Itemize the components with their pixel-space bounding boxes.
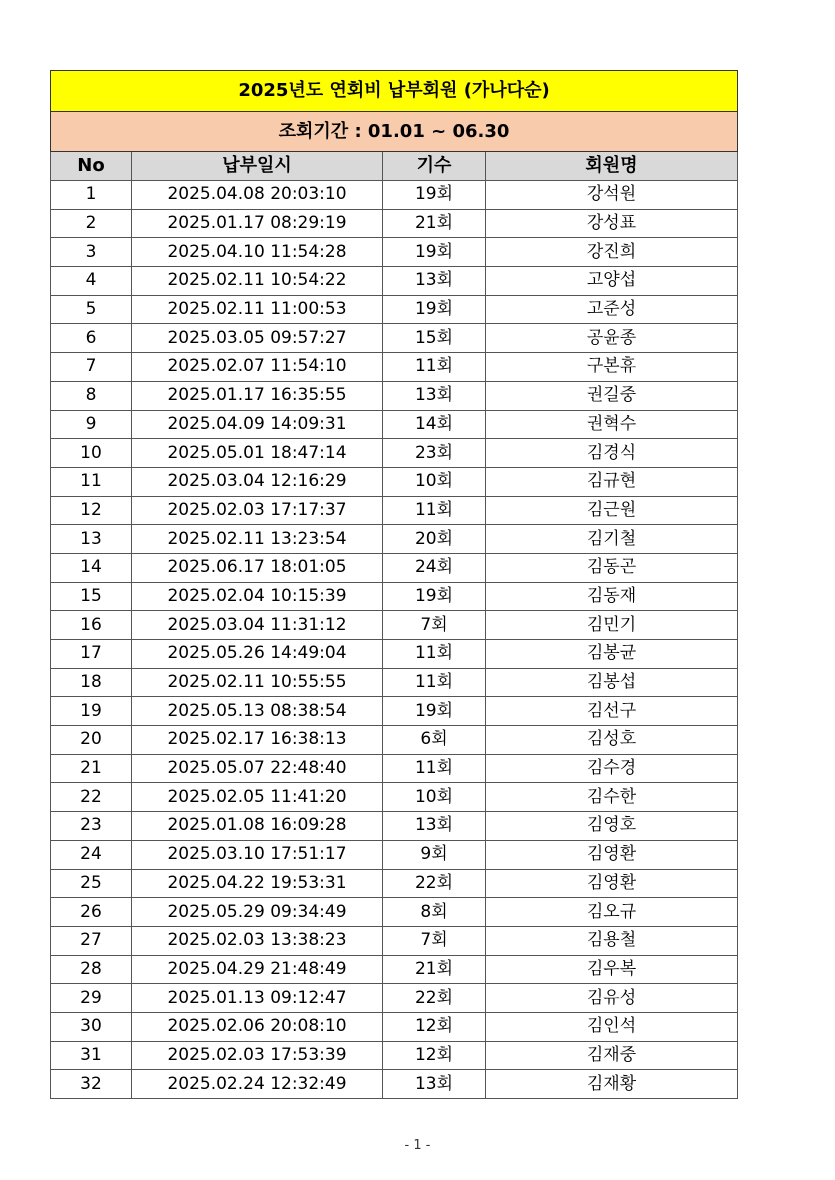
cell-member-name: 김영호 (486, 812, 738, 841)
cell-member-name: 구본휴 (486, 353, 738, 382)
cell-generation: 21회 (383, 209, 486, 238)
cell-no: 19 (51, 697, 132, 726)
cell-generation: 23회 (383, 439, 486, 468)
cell-payment-datetime: 2025.03.10 17:51:17 (132, 840, 383, 869)
cell-payment-datetime: 2025.01.13 09:12:47 (132, 984, 383, 1013)
cell-payment-datetime: 2025.03.04 11:31:12 (132, 611, 383, 640)
cell-generation: 19회 (383, 697, 486, 726)
table-row (51, 553, 738, 582)
table-row (51, 726, 738, 755)
table-row (51, 926, 738, 955)
cell-no: 8 (51, 381, 132, 410)
cell-payment-datetime: 2025.05.13 08:38:54 (132, 697, 383, 726)
table-row (51, 1041, 738, 1070)
cell-member-name: 김수한 (486, 783, 738, 812)
cell-member-name: 김동곤 (486, 553, 738, 582)
cell-payment-datetime: 2025.01.17 16:35:55 (132, 381, 383, 410)
cell-member-name: 김인석 (486, 1012, 738, 1041)
cell-no: 32 (51, 1070, 132, 1099)
cell-generation: 21회 (383, 955, 486, 984)
cell-member-name: 김경식 (486, 439, 738, 468)
cell-no: 22 (51, 783, 132, 812)
header-row (51, 152, 738, 181)
cell-member-name: 김영환 (486, 869, 738, 898)
cell-payment-datetime: 2025.05.07 22:48:40 (132, 754, 383, 783)
cell-payment-datetime: 2025.04.08 20:03:10 (132, 181, 383, 210)
cell-no: 1 (51, 181, 132, 210)
cell-generation: 22회 (383, 869, 486, 898)
table-row (51, 697, 738, 726)
table-row (51, 181, 738, 210)
cell-member-name: 김근원 (486, 496, 738, 525)
cell-member-name: 김오규 (486, 898, 738, 927)
cell-no: 27 (51, 926, 132, 955)
cell-generation: 22회 (383, 984, 486, 1013)
cell-no: 7 (51, 353, 132, 382)
cell-generation: 20회 (383, 525, 486, 554)
cell-no: 23 (51, 812, 132, 841)
cell-payment-datetime: 2025.04.29 21:48:49 (132, 955, 383, 984)
cell-member-name: 고양섭 (486, 267, 738, 296)
cell-payment-datetime: 2025.05.01 18:47:14 (132, 439, 383, 468)
cell-payment-datetime: 2025.02.03 17:53:39 (132, 1041, 383, 1070)
cell-no: 18 (51, 668, 132, 697)
cell-generation: 7회 (383, 926, 486, 955)
cell-generation: 8회 (383, 898, 486, 927)
cell-payment-datetime: 2025.01.08 16:09:28 (132, 812, 383, 841)
table-row (51, 238, 738, 267)
cell-no: 16 (51, 611, 132, 640)
cell-no: 31 (51, 1041, 132, 1070)
cell-generation: 13회 (383, 381, 486, 410)
cell-no: 26 (51, 898, 132, 927)
cell-no: 5 (51, 295, 132, 324)
cell-payment-datetime: 2025.02.11 10:55:55 (132, 668, 383, 697)
cell-generation: 10회 (383, 467, 486, 496)
cell-payment-datetime: 2025.02.07 11:54:10 (132, 353, 383, 382)
cell-generation: 13회 (383, 267, 486, 296)
cell-no: 15 (51, 582, 132, 611)
table-row (51, 754, 738, 783)
cell-no: 2 (51, 209, 132, 238)
cell-member-name: 권혁수 (486, 410, 738, 439)
cell-member-name: 고준성 (486, 295, 738, 324)
cell-payment-datetime: 2025.02.06 20:08:10 (132, 1012, 383, 1041)
cell-payment-datetime: 2025.04.09 14:09:31 (132, 410, 383, 439)
table-row (51, 812, 738, 841)
cell-payment-datetime: 2025.02.11 11:00:53 (132, 295, 383, 324)
cell-no: 13 (51, 525, 132, 554)
cell-member-name: 김동재 (486, 582, 738, 611)
cell-payment-datetime: 2025.02.11 13:23:54 (132, 525, 383, 554)
table-row (51, 1070, 738, 1099)
cell-member-name: 김재황 (486, 1070, 738, 1099)
table-row (51, 209, 738, 238)
cell-no: 29 (51, 984, 132, 1013)
cell-generation: 10회 (383, 783, 486, 812)
cell-no: 14 (51, 553, 132, 582)
cell-no: 20 (51, 726, 132, 755)
cell-generation: 11회 (383, 640, 486, 669)
table-row (51, 496, 738, 525)
cell-payment-datetime: 2025.02.05 11:41:20 (132, 783, 383, 812)
query-period: 조회기간 : 01.01 ~ 06.30 (51, 112, 738, 152)
cell-generation: 19회 (383, 295, 486, 324)
cell-generation: 19회 (383, 238, 486, 267)
column-header-member-name: 회원명 (486, 152, 738, 181)
cell-no: 25 (51, 869, 132, 898)
cell-generation: 14회 (383, 410, 486, 439)
cell-member-name: 김봉섭 (486, 668, 738, 697)
cell-member-name: 김봉균 (486, 640, 738, 669)
cell-generation: 19회 (383, 181, 486, 210)
cell-generation: 24회 (383, 553, 486, 582)
cell-member-name: 김영환 (486, 840, 738, 869)
cell-generation: 13회 (383, 812, 486, 841)
table-row (51, 381, 738, 410)
table-row (51, 869, 738, 898)
table-row (51, 840, 738, 869)
cell-no: 4 (51, 267, 132, 296)
table-row (51, 410, 738, 439)
cell-payment-datetime: 2025.02.03 17:17:37 (132, 496, 383, 525)
table-row (51, 324, 738, 353)
cell-payment-datetime: 2025.06.17 18:01:05 (132, 553, 383, 582)
table-body (51, 71, 738, 1099)
cell-generation: 12회 (383, 1041, 486, 1070)
cell-generation: 19회 (383, 582, 486, 611)
cell-no: 11 (51, 467, 132, 496)
table-row (51, 1012, 738, 1041)
cell-payment-datetime: 2025.03.05 09:57:27 (132, 324, 383, 353)
table-row (51, 467, 738, 496)
cell-generation: 11회 (383, 496, 486, 525)
table-row (51, 640, 738, 669)
column-header-generation: 기수 (383, 152, 486, 181)
cell-no: 3 (51, 238, 132, 267)
cell-payment-datetime: 2025.02.04 10:15:39 (132, 582, 383, 611)
table-row (51, 783, 738, 812)
table-row (51, 267, 738, 296)
cell-member-name: 김민기 (486, 611, 738, 640)
cell-payment-datetime: 2025.04.10 11:54:28 (132, 238, 383, 267)
cell-generation: 11회 (383, 668, 486, 697)
cell-member-name: 강진희 (486, 238, 738, 267)
page-number: - 1 - (404, 1138, 431, 1153)
cell-member-name: 공윤종 (486, 324, 738, 353)
cell-member-name: 김선구 (486, 697, 738, 726)
cell-member-name: 김유성 (486, 984, 738, 1013)
column-header-no: No (51, 152, 132, 181)
cell-generation: 11회 (383, 754, 486, 783)
period-row (51, 112, 738, 152)
cell-generation: 15회 (383, 324, 486, 353)
cell-member-name: 김기철 (486, 525, 738, 554)
cell-generation: 6회 (383, 726, 486, 755)
cell-payment-datetime: 2025.03.04 12:16:29 (132, 467, 383, 496)
cell-payment-datetime: 2025.05.29 09:34:49 (132, 898, 383, 927)
cell-generation: 7회 (383, 611, 486, 640)
table-row (51, 353, 738, 382)
cell-payment-datetime: 2025.02.24 12:32:49 (132, 1070, 383, 1099)
cell-generation: 11회 (383, 353, 486, 382)
member-payment-table (50, 70, 738, 1099)
cell-no: 9 (51, 410, 132, 439)
cell-payment-datetime: 2025.02.17 16:38:13 (132, 726, 383, 755)
cell-no: 17 (51, 640, 132, 669)
table-title: 2025년도 연회비 납부회원 (가나다순) (51, 71, 738, 112)
cell-generation: 13회 (383, 1070, 486, 1099)
cell-no: 28 (51, 955, 132, 984)
cell-payment-datetime: 2025.02.11 10:54:22 (132, 267, 383, 296)
title-row (51, 71, 738, 112)
table-row (51, 898, 738, 927)
cell-no: 6 (51, 324, 132, 353)
cell-no: 10 (51, 439, 132, 468)
table-row (51, 582, 738, 611)
table-row (51, 295, 738, 324)
cell-member-name: 김우복 (486, 955, 738, 984)
table-row (51, 984, 738, 1013)
cell-payment-datetime: 2025.04.22 19:53:31 (132, 869, 383, 898)
cell-payment-datetime: 2025.02.03 13:38:23 (132, 926, 383, 955)
cell-member-name: 김수경 (486, 754, 738, 783)
table-row (51, 611, 738, 640)
cell-member-name: 김성호 (486, 726, 738, 755)
cell-member-name: 김용철 (486, 926, 738, 955)
cell-no: 24 (51, 840, 132, 869)
cell-payment-datetime: 2025.05.26 14:49:04 (132, 640, 383, 669)
cell-member-name: 강석원 (486, 181, 738, 210)
table-row (51, 668, 738, 697)
cell-member-name: 권길중 (486, 381, 738, 410)
cell-no: 30 (51, 1012, 132, 1041)
cell-generation: 9회 (383, 840, 486, 869)
column-header-payment-datetime: 납부일시 (132, 152, 383, 181)
cell-generation: 12회 (383, 1012, 486, 1041)
cell-no: 21 (51, 754, 132, 783)
cell-member-name: 김재중 (486, 1041, 738, 1070)
table-row (51, 955, 738, 984)
cell-no: 12 (51, 496, 132, 525)
cell-payment-datetime: 2025.01.17 08:29:19 (132, 209, 383, 238)
table-row (51, 525, 738, 554)
cell-member-name: 김규현 (486, 467, 738, 496)
cell-member-name: 강성표 (486, 209, 738, 238)
table-row (51, 439, 738, 468)
